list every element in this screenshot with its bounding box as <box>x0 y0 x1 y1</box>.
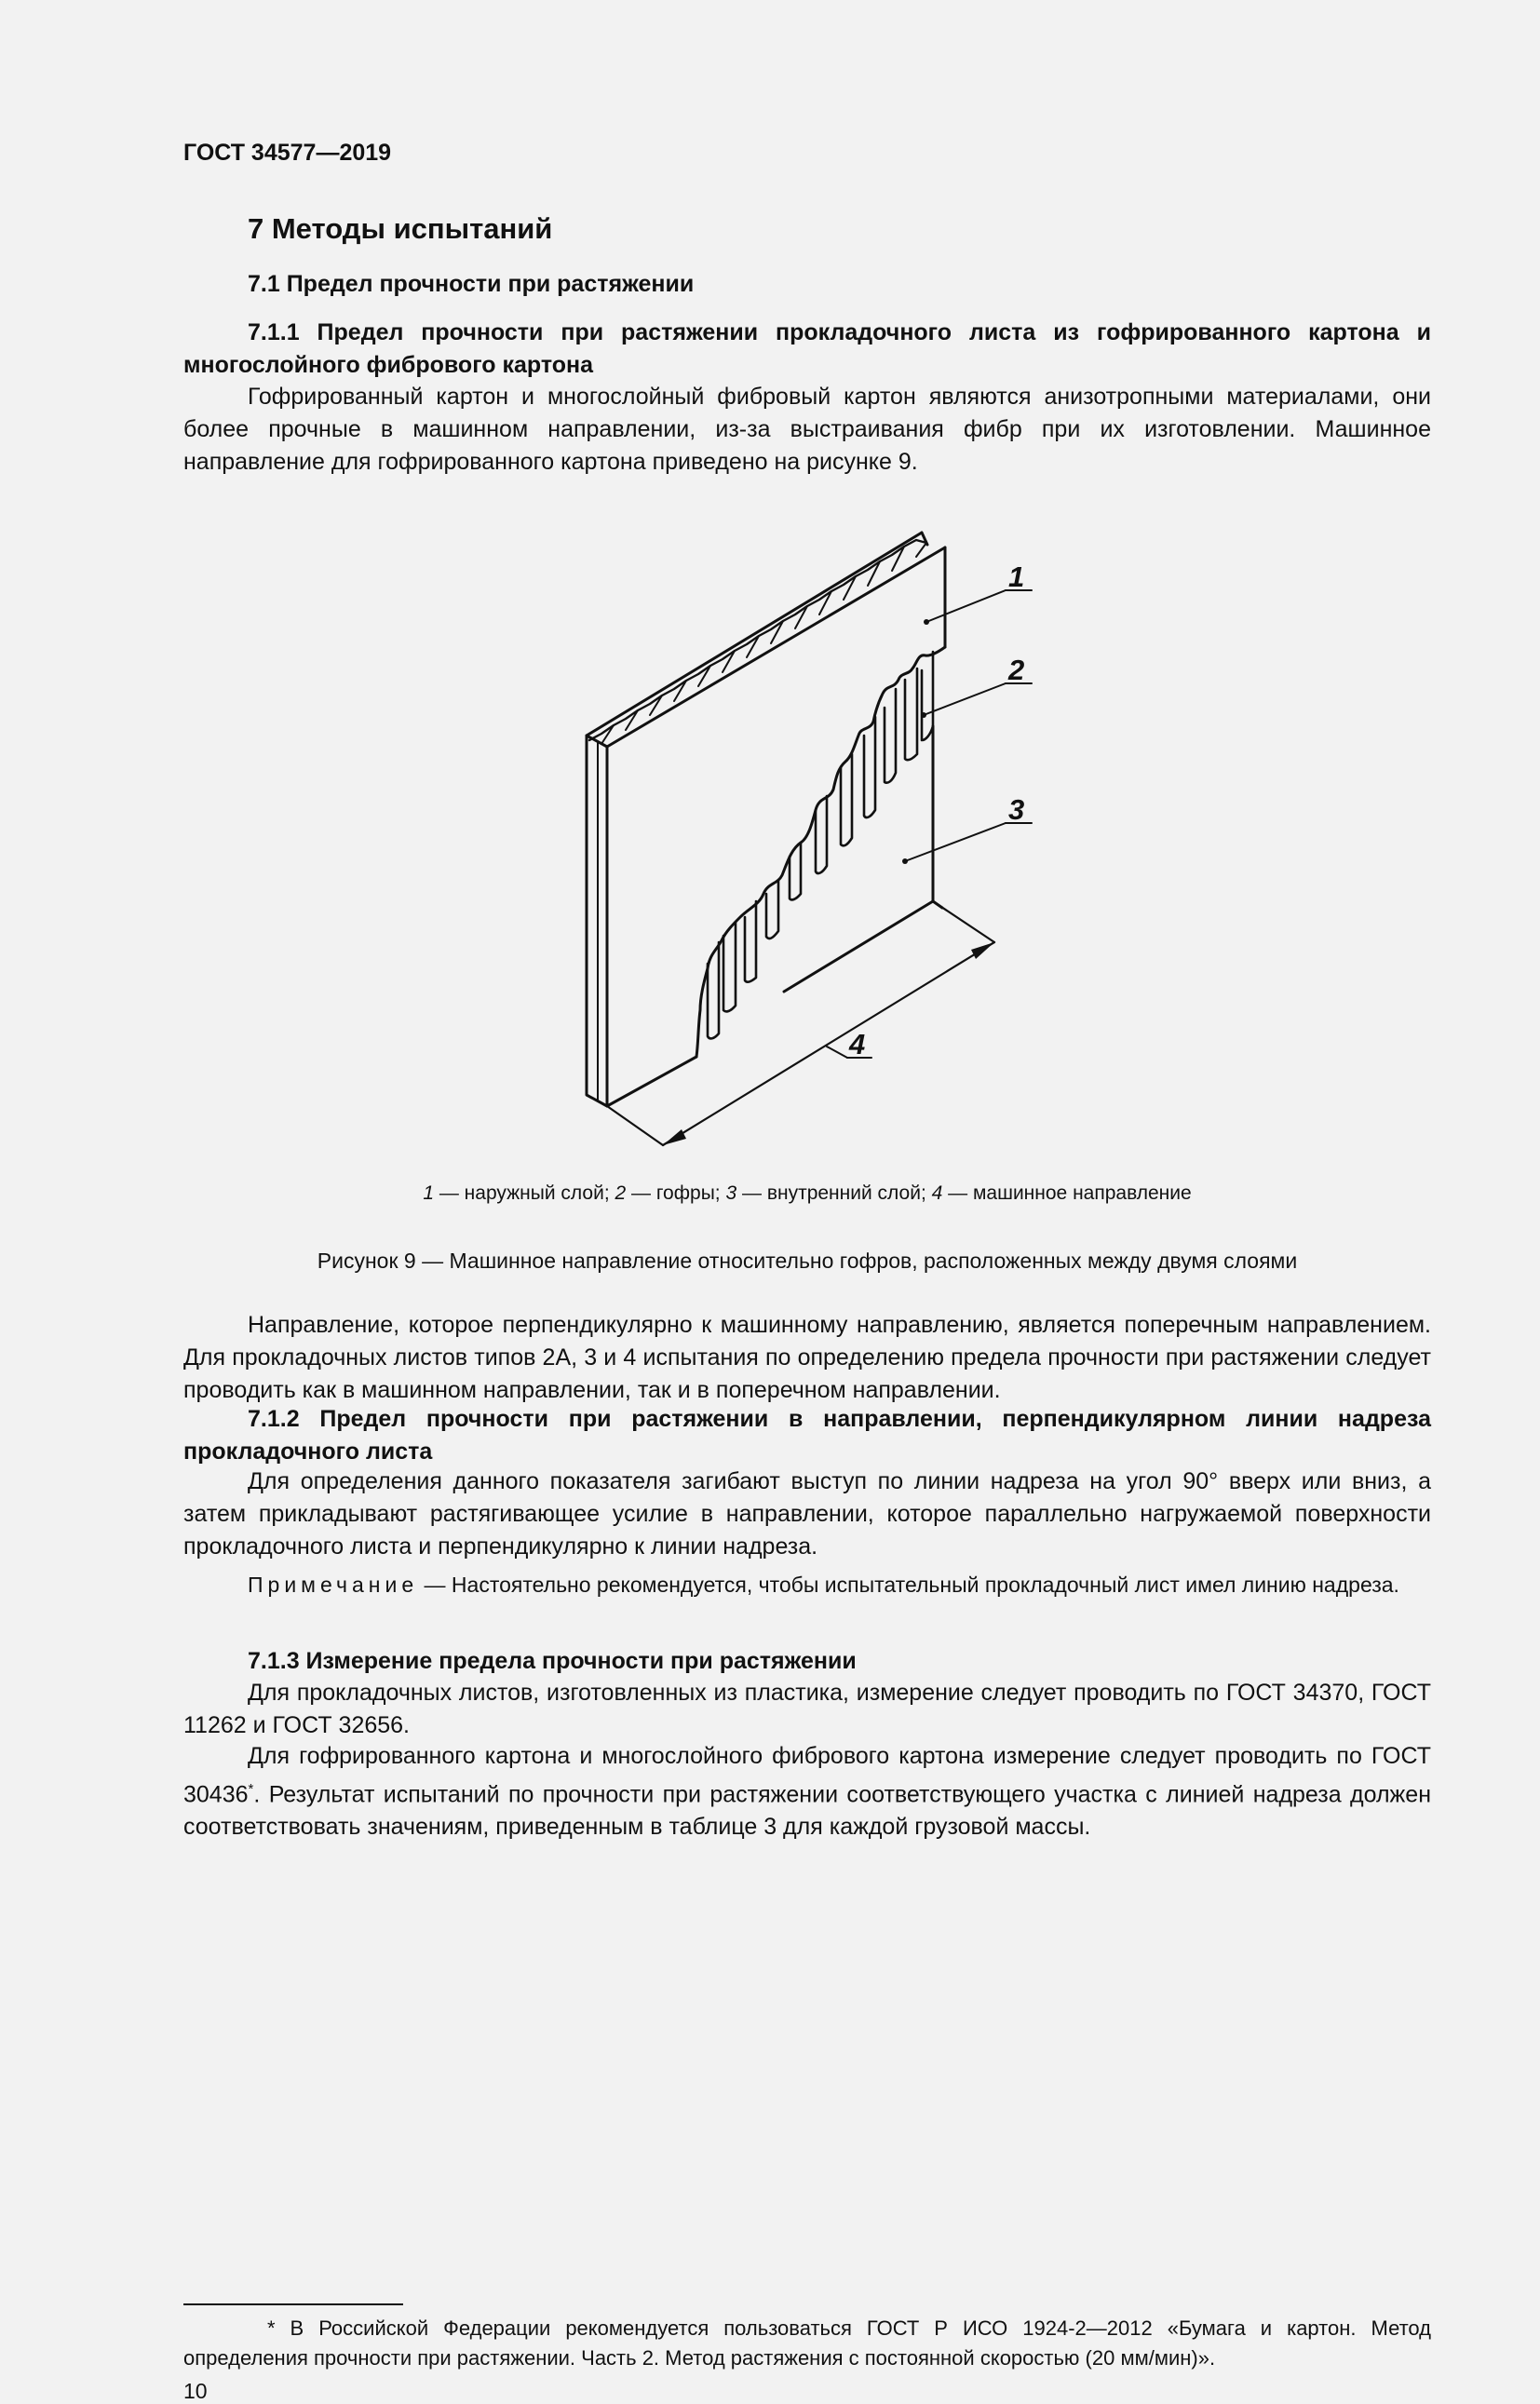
paragraph-transverse-direction: Направление, которое перпендикулярно к машинному направлению, является поперечным направлением. Для прокладочных листов типов 2А, 3 и 4 испытания по определению предела прочности при растяжении следует проводить как в машинном направлении, так и в поперечном направлении. <box>183 1312 1431 1403</box>
subsection-7-1-title: 7.1 Предел прочности при растяжении <box>248 271 695 297</box>
callout-2: 2 <box>1008 654 1025 686</box>
legend-num-1: 1 <box>423 1182 434 1204</box>
outer-layer <box>696 547 945 1057</box>
legend-text-3: — внутренний слой; <box>736 1182 932 1204</box>
paragraph-cardboard-text-a: Для гофрированного картона и многослойного фибрового картона измерение следует проводить по ГОСТ 30436 <box>183 1743 1431 1808</box>
footnote-reference: * <box>248 1781 254 1797</box>
figure-caption: Рисунок 9 — Машинное направление относительно гофров, расположенных между двумя слоями <box>317 1249 1298 1273</box>
figure-legend <box>183 1182 1431 1205</box>
legend-num-2: 2 <box>615 1182 627 1204</box>
legend-text-4: — машинное направление <box>942 1182 1192 1204</box>
paragraph-cardboard-text-b: . Результат испытаний по прочности при растяжении соответствующего участка с линией надреза должен соответствовать значениям, приведенным в таблице 3 для каждой грузовой массы. <box>183 1781 1431 1841</box>
legend-text-1: — наружный слой; <box>434 1182 615 1204</box>
legend-num-4: 4 <box>931 1182 943 1204</box>
paragraph-cut-line-test: Для определения данного показателя загибают выступ по линии надреза на угол 90° вверх или вниз, а затем прикладывают растягивающее усилие в направлении, которое параллельно нагружаемой поверхности прокладочного листа и перпендикулярно к линии надреза. <box>183 1468 1431 1560</box>
legend-text-2: — гофры; <box>626 1182 726 1204</box>
callout-1: 1 <box>1008 560 1025 593</box>
footnote: * В Российской Федерации рекомендуется пользоваться ГОСТ Р ИСО 1924-2—2012 «Бумага и картон. Метод определения прочности при растяжении. Часть 2. Метод растяжения с постоянной скоростью (20 мм/мин)». <box>183 2316 1431 2370</box>
note <box>183 1570 1431 1600</box>
subsection-7-1-2-title: 7.1.2 Предел прочности при растяжении в направлении, перпендикулярном линии надреза прокладочного листа <box>183 1406 1431 1465</box>
inner-layer <box>607 726 942 1106</box>
page-number: 10 <box>183 2379 208 2403</box>
footnote-separator <box>183 2303 403 2306</box>
document-header: ГОСТ 34577—2019 <box>183 140 392 166</box>
corrugated-top-edge <box>587 533 945 747</box>
corrugation-flutes <box>708 652 933 1038</box>
figure-9-corrugated-board <box>0 503 1540 1173</box>
section-title: 7 Методы испытаний <box>248 212 553 245</box>
callout-4: 4 <box>849 1028 866 1060</box>
board-edge <box>587 736 607 1106</box>
paragraph-cardboard-measurement <box>183 1740 1431 1844</box>
note-label: Примечание <box>248 1573 419 1597</box>
subsection-7-1-3-title: 7.1.3 Измерение предела прочности при растяжении <box>248 1648 857 1674</box>
paragraph-plastic-measurement: Для прокладочных листов, изготовленных из пластика, измерение следует проводить по ГОСТ 34370, ГОСТ 11262 и ГОСТ 32656. <box>183 1680 1431 1738</box>
callout-3: 3 <box>1008 793 1025 826</box>
paragraph-anisotropy: Гофрированный картон и многослойный фибровый картон являются анизотропными материалами, они более прочные в машинном направлении, из-за выстраивания фибр при их изготовлении. Машинное направление для гофрированного картона приведено на рисунке 9. <box>183 384 1431 475</box>
subsection-7-1-1-title: 7.1.1 Предел прочности при растяжении прокладочного листа из гофрированного картона и многослойного фибрового картона <box>183 319 1431 378</box>
legend-num-3: 3 <box>725 1182 737 1204</box>
callout-leaders <box>827 590 1032 1058</box>
machine-direction-arrow <box>607 901 994 1145</box>
note-text: — Настоятельно рекомендуется, чтобы испытательный прокладочный лист имел линию надреза. <box>418 1573 1399 1597</box>
